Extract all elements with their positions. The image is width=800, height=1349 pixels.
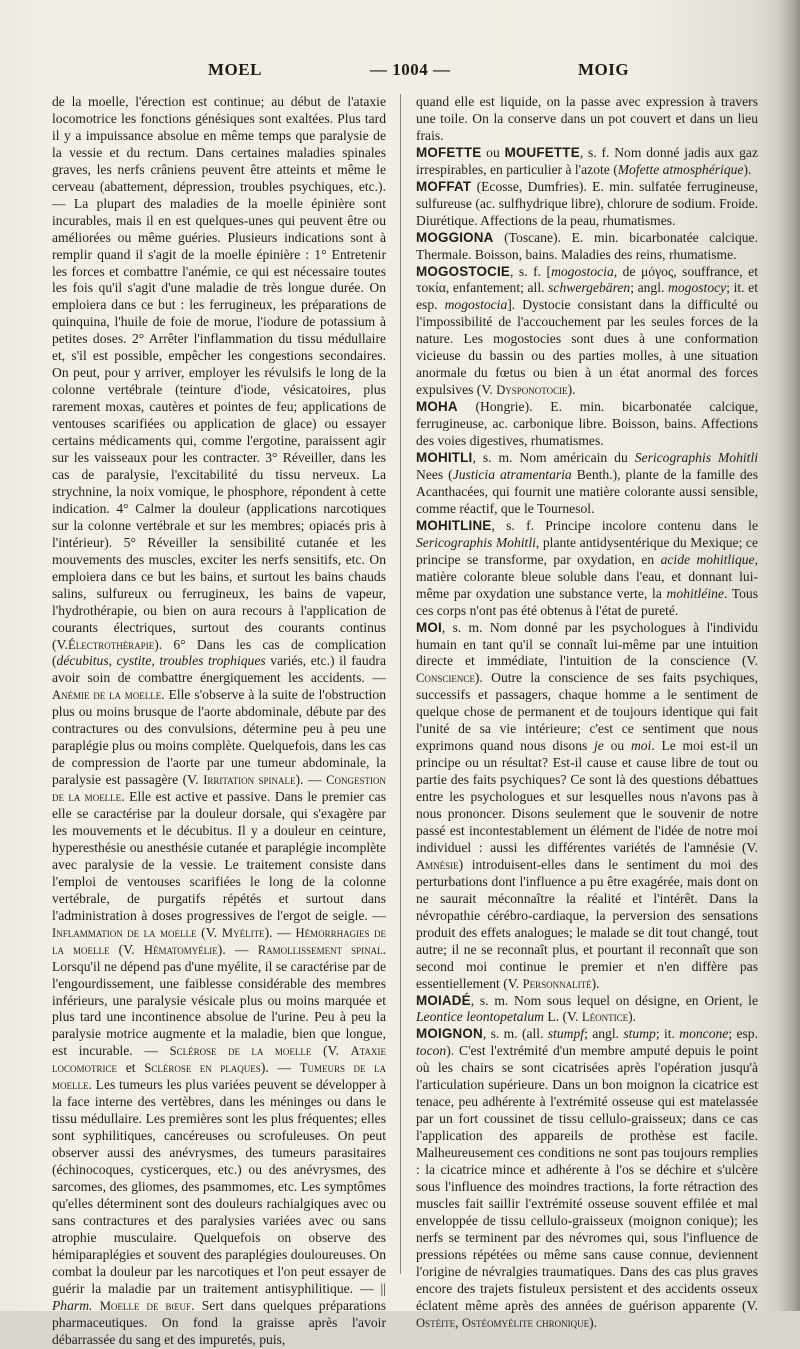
- italic-text: acide mohitlique: [660, 551, 755, 567]
- text: , de μόγος, souffrance, et τοκία, enfantement; all.: [416, 263, 758, 296]
- cross-reference: Léontice: [581, 1010, 629, 1025]
- cross-reference: Conscience: [416, 671, 475, 686]
- text: . Les tumeurs les plus variées peuvent se développer à la face interne des vertèbres, dans les méninges ou dans le tissu médullaire. Les premières sont les plus fréquentes; elles sont syphilitiques, cancéreuses ou scrofuleuses. On peut observer aussi des anévrysmes, des tumeurs parasitaires (échinocoques, cysticerques, etc.) ou des anévrysmes, des sarcomes, des gliomes, des psammomes, etc. Les symptômes qu'elles déterminent sont des douleurs rachialgiques avec ou sans contractures et des paralysies variées avec ou sans atrophie musculaire. Quelquefois on observe des hémiparaplégies et souvent des paraplégies douloureuses. On combat la douleur par les narcotiques et l'on peut essayer de guérir la maladie par un traitement antisyphilitique. — ||: [52, 1077, 386, 1296]
- left-column: [52, 94, 386, 1349]
- text: , s. m. Nom donné par les psychologues à l'individu humain en tant qu'il se connaît lui-même par une intuition directe et immédiate, l'intuition de la conscience (V.: [416, 619, 758, 669]
- text: ]. Dystocie consistant dans la difficulté ou l'impossibilité de l'accouchement par les seules forces de la nature. Les mogostocies sont dues à une conformation vicieuse du bassin ou des parties molles, à une situation anormale du fœtus ou bien à un état anormal des forces expulsives (V.: [416, 297, 758, 398]
- italic-text: schwergebären: [548, 280, 631, 296]
- subheading: Moelle de bœuf: [99, 1298, 192, 1313]
- text: ). C'est l'extrémité d'un membre amputé depuis le point où les chairs se sont cicatrisées après l'opération jusqu'à l'articulation supérieure. Dans un bon moignon la cicatrice est tenace, peu adhérente à l'extrémité osseuse qui est matelassée par un fort coussinet de tissu cellulo-graisseux; dans ce cas l'application des appareils de prothèse est facile. Malheureusement ces conditions ne sont pas toujours remplies : la cicatrice mince et adhérente à l'os se déchire et s'ulcère sous l'influence des moindres tractions, la forte rétraction des muscles fait saillir l'extrémité osseuse souvent effilée et mal enveloppée de tissu cellulo-graisseux (moignon conique); les nerfs se terminent par des névromes qui, sous l'influence de pressions répétées ou même sans cause connue, deviennent l'origine de névralgies traumatiques. Dans des cas plus graves encore des trajets fistuleux persistent et des accidents osseux éclatent même après des années de guérison apparente (V.: [416, 1043, 758, 1313]
- cross-reference: Hématomyélie: [143, 942, 218, 957]
- text: Nees (: [416, 466, 453, 482]
- headword: MOI: [416, 619, 442, 635]
- italic-text: moncone: [679, 1026, 729, 1042]
- entry-mofette: [416, 145, 758, 179]
- text: ).: [743, 161, 752, 177]
- text: ; esp.: [728, 1026, 758, 1042]
- subheading: Anémie de la moelle: [52, 688, 162, 703]
- headword: MOIADÉ: [416, 992, 471, 1008]
- text: ).: [591, 975, 600, 991]
- headword: MOFETTE: [416, 144, 482, 160]
- cross-reference: Dysponotocie: [496, 383, 568, 398]
- italic-text: mohitléine: [666, 585, 724, 601]
- italic-text: décubitus, cystite, troubles trophiques: [56, 653, 266, 669]
- headword: MOUFETTE: [504, 144, 580, 160]
- italic-text: mogostocia: [444, 297, 508, 313]
- text: ) introduisent-elles dans le sentiment du moi des perturbations dont l'influence a pu être exagérée, mais dont on ne saurait méconnaître la réalité et l'intérêt. Dans la névropathie cérébro-cardiaque, la perversion des sensations produit des effets analogues; le malade se dit tout changé, tout autre; il ne se reconnaît plus, et pourtant il reconnaît que son second moi continue le premier et n'en diffère pas essentiellement (V.: [416, 856, 758, 991]
- header-right-guide-word: MOIG: [578, 60, 630, 79]
- text: (Hongrie). E. min. bicarbonatée calcique, ferrugineuse, ac. carbonique libre. Boisson, bains. Affections des voies digestives, rhumatismes.: [416, 399, 758, 449]
- italic-text: stump: [623, 1026, 656, 1042]
- italic-text: Sericographis Mohitli: [634, 450, 759, 466]
- italic-text: moi: [630, 738, 652, 754]
- entry-moiade: [416, 993, 758, 1027]
- text: , s. f. Nom donné jadis aux gaz irrespirables, en particulier à l'azote (: [416, 144, 758, 177]
- italic-text: je: [594, 738, 604, 754]
- italic-text: stumpf: [547, 1026, 585, 1042]
- cross-reference: Irritation spinale: [203, 773, 296, 788]
- text: ). Outre la conscience de ses faits psychiques, successifs et passagers, chaque homme a le sentiment de quelque chose de permanent et de toujours identique qui fait l'unité de sa vie intérieure; c'est ce sentiment que nous exprimons quand nous disons: [416, 670, 758, 754]
- italic-text: Mofette atmosphérique: [617, 161, 744, 177]
- subheading: Congestion de la moelle: [52, 773, 387, 805]
- text: ).: [567, 382, 576, 398]
- text: ,: [455, 1314, 459, 1330]
- italic-text: Justicia atramentaria: [452, 466, 572, 482]
- entry-moignon: [416, 1026, 758, 1331]
- cross-reference: Myélite: [221, 925, 265, 940]
- text: . Lorsqu'il ne dépend pas d'une myélite, il se caractérise par de l'engourdissement, une faiblesse considérable des membres inférieurs, une paralysie vésicale plus ou moins marquée et plus tard une incontinence absolue de l'urine. Peu à peu la paralysie motrice augmente et la maladie, bien que longue, est incurable. —: [52, 941, 386, 1059]
- headword: MOHITLINE: [416, 517, 492, 533]
- text: ). —: [295, 772, 322, 788]
- text: ).: [628, 1009, 637, 1025]
- entry-mohitline: [416, 518, 758, 620]
- headword: MOGGIONA: [416, 229, 494, 245]
- entry-mohitli: [416, 450, 758, 518]
- text: L. (V.: [543, 1009, 579, 1025]
- subheading: Hémorrhagies de la moelle: [52, 925, 387, 957]
- cross-reference: Ataxie locomotrice: [52, 1044, 386, 1076]
- column-divider: [400, 94, 401, 1274]
- header-left-guide-word: MOEL: [208, 60, 262, 79]
- text: (V.: [196, 924, 218, 940]
- headword: MOIGNON: [416, 1026, 483, 1042]
- text: , s. f. [: [510, 263, 552, 279]
- subheading: Tumeurs de la moelle: [52, 1061, 387, 1093]
- cross-reference: Sclérose en plaques: [144, 1061, 261, 1076]
- text: ; angl.: [584, 1026, 619, 1042]
- text: , s. m. Nom sous lequel on désigne, en Orient, le: [470, 992, 758, 1008]
- italic-text: mogostocia: [551, 263, 614, 279]
- cross-reference: Amnésie: [416, 857, 459, 872]
- moelle-end: [416, 94, 758, 145]
- text: . Le moi est-il un principe ou un résultat? Est-il cause et cause libre de tout ou partie des faits psychiques? Ce sont là des questions débattues entre les psychologues et sur lesquelles nous n'avons pas à nous prononcer. Disons seulement que le souvenir de notre passé est incontestablement un élément de l'idée de notre moi individuel : aussi les différentes variétés de l'amnésie (V.: [416, 738, 758, 855]
- page-edge-shadow: [778, 0, 800, 1311]
- italic-text: mogostocy: [668, 280, 727, 296]
- headword: MOGOSTOCIE: [416, 263, 511, 279]
- cross-reference: Ostéomyélite chronique: [461, 1315, 590, 1330]
- text: ). 6° Dans les cas de complication (: [52, 636, 386, 669]
- cross-reference: Personnalité: [522, 976, 592, 991]
- italic-text: Sericographis Mohitli: [416, 534, 536, 550]
- text: . Elle est active et passive. Dans le premier cas elle se caractérise par la douleur dorsale, qui s'exagère par les mouvements et le décubitus. Il y a douleur en ceinture, hyperesthésie ou anesthésie cutanée et paraplégie incomplète avec paralysie de la vessie. Le traitement consiste dans l'emploi de ventouses scarifiées le long de la colonne vertébrale, de purgatifs répétés et surtout dans l'administration à doses progressives de l'ergot de seigle. —: [52, 789, 386, 923]
- text: ). —: [264, 924, 291, 940]
- entry-moffat: [416, 179, 758, 230]
- text: (V.: [311, 1043, 339, 1059]
- text: ). —: [260, 1060, 292, 1076]
- text: , plante antidysentérique du Mexique; ce principe se transforme, par oxydation, en: [416, 534, 758, 567]
- text: variés, etc.) il faudra avoir soin de combattre énergiquement les accidents. —: [52, 653, 386, 686]
- text: ). —: [217, 941, 249, 957]
- moelle-continuation: [52, 94, 386, 1349]
- headword: MOFFAT: [416, 178, 472, 194]
- text: . Sert dans quelques préparations pharmaceutiques. On fond la graisse après l'avoir débarrassée du sang et des impuretés, puis,: [52, 1297, 386, 1347]
- text: ou: [481, 144, 505, 160]
- headword: MOHA: [416, 399, 458, 415]
- text: (V.: [109, 941, 135, 957]
- text: quand elle est liquide, on la passe avec expression à travers une toile. On la conserve dans un pot couvert et dans un lieu frais.: [416, 94, 758, 143]
- italic-text: tocon: [416, 1043, 447, 1059]
- text: , s. m. (all.: [482, 1026, 544, 1042]
- text: , matière colorante bleue soluble dans l'eau, et donnant lui-même par oxydation une substance verte, la: [416, 551, 758, 601]
- text: Benth.), plante de la famille des Acanthacées, qui fournit une matière colorante aussi sensible, comme réactif, que le Tournesol.: [416, 466, 758, 516]
- right-column: [416, 94, 758, 1332]
- entry-mogostocie: [416, 264, 758, 400]
- text: de la moelle, l'érection est continue; au début de l'ataxie locomotrice les fonctions génésiques sont exaltées. Plus tard il y a impuissance absolue en même temps que paralysie de la vessie et du rectum. Dans certaines maladies spinales graves, les nerfs crâniens peuvent être atteints et même le cerveau (abattement, dépression, troubles psychiques, etc.). — La plupart des maladies de la moelle épinière sont incurables, mais il en est quelques-unes qui peuvent être ou améliorées ou même guéries. Plusieurs indications sont à remplir quand il s'agit de la moelle épinière : 1° Entretenir les forces et combattre l'anémie, ce qui est nécessaire toutes les fois qu'il s'agit d'une maladie de très longue durée. On emploiera dans ce but : les ferrugineux, les préparations de quinquina, l'huile de foie de morue, l'iodure de potassium à petites doses. 2° Arrêter l'inflammation du tissu médullaire et, s'il est possible, empêcher les congestions secondaires. On peut, pour y arriver, employer les révulsifs le long de la colonne vertébrale (teinture d'iode, vésicatoires, plus rarement moxas, cautères et pointes de feu; applications de ventouses scarifiées ou application de glace) ou essayer certains médicaments qui, comme l'ergotine, paraissent agir sur les vaisseaux pour les contracter. 3° Réveiller, dans les cas de paralysie, l'excitabilité du tissu nerveux. La strychnine, la noix vomique, le phosphore, répondent à cette indication. 4° Calmer la douleur (applications narcotiques sur la colonne vertébrale et sur les membres; opiacés pris à l'intérieur). 5° Réveiller la sensibilité cutanée et les mouvements des muscles, exciter les nerfs sensitifs, etc. On emploiera dans ce but les bains, et surtout les bains chauds salins, sulfureux ou ferrugineux, les bains de vapeur, l'hydrothérapie, ou bien on aura recours à l'application de courants électriques, surtout des courants continus (V.: [52, 94, 386, 652]
- text: ).: [589, 1314, 598, 1330]
- subheading: Sclérose de la moelle: [169, 1044, 312, 1059]
- headword: MOHITLI: [416, 450, 473, 466]
- text: ; it. et esp.: [416, 280, 758, 313]
- text: . Elle s'observe à la suite de l'obstruction plus ou moins brusque de l'aorte abdominale, débute par des contractures ou des convulsions, détermine peu à peu une paraplégie plus ou moins complète. Quelquefois, dans les cas de compression de l'aorte par une tumeur abdominale, la paralysie est passagère (V.: [52, 687, 386, 788]
- italic-text: Leontice leontopetalum: [416, 1009, 544, 1025]
- running-head: [40, 60, 770, 86]
- text: (Ecosse, Dumfries). E. min. sulfatée ferrugineuse, sulfureuse (ac. sulfhydrique libre), chlorure de sodium. Froide. Diurétique. Affections de la peau, rhumatismes.: [416, 178, 758, 228]
- entry-moggiona: [416, 230, 758, 264]
- cross-reference: Ostéite: [416, 1315, 456, 1330]
- text: , s. m. Nom américain du: [472, 450, 628, 466]
- page-number: — 1004 —: [370, 60, 451, 79]
- text: ou: [603, 738, 625, 754]
- entry-moi: [416, 620, 758, 993]
- subheading: Ramollissement spinal: [257, 942, 383, 957]
- text: ; angl.: [630, 280, 665, 296]
- entry-moha: [416, 399, 758, 450]
- subheading: Inflammation de la moelle: [52, 925, 197, 940]
- text: (Toscane). E. min. bicarbonatée calcique. Thermale. Boisson, bains. Maladies des reins, rhumatisme.: [416, 229, 758, 262]
- text: ; it.: [655, 1026, 675, 1042]
- text: et: [117, 1060, 136, 1076]
- italic-text: Pharm.: [52, 1297, 93, 1313]
- text: , s. f. Principe incolore contenu dans le: [491, 517, 758, 533]
- cross-reference: Électrothérapie: [68, 637, 155, 652]
- text: . Tous ces corps n'ont pas été obtenus à l'état de pureté.: [416, 585, 759, 618]
